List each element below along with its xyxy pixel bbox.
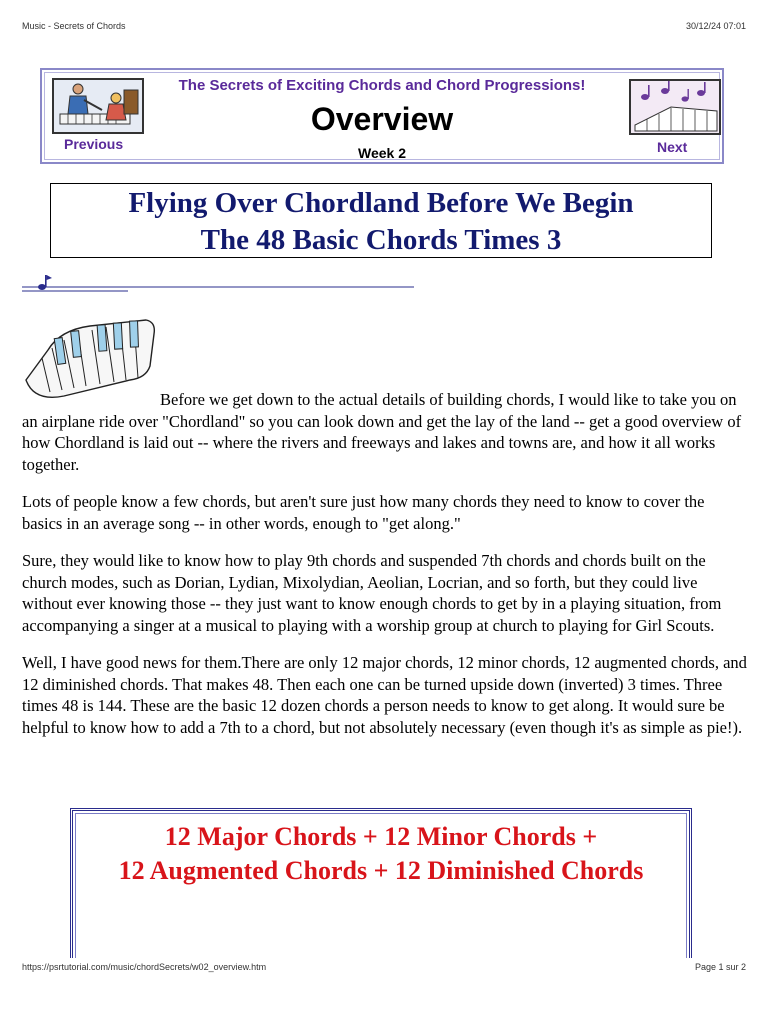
music-note-icon[interactable] (38, 275, 52, 290)
lesson-heading-line1: Flying Over Chordland Before We Begin (128, 187, 634, 219)
paragraph: Lots of people know a few chords, but aren't sure just how many chords they need to know to cover the basics in an average song -- in other words, enough to "get along." (22, 492, 705, 533)
print-footer (22, 962, 746, 972)
previous-link[interactable]: Previous (64, 136, 124, 152)
piano-music-notes-icon[interactable] (629, 79, 721, 135)
paragraph: Before we get down to the actual details of building chords, I would like to take you on an airplane ride over "Chordland" so you can look down and get the lay of the land -- get a good overview of how Chordland is laid out -- where the rivers and freeways and lakes and towns are, and how it all works together. (22, 390, 742, 474)
page-title: Overview (310, 101, 454, 137)
print-header (22, 21, 746, 31)
banner-inner-frame (44, 72, 720, 160)
chord-summary-line2: 12 Augmented Chords + 12 Diminished Chords (118, 856, 644, 885)
page-number: Page 1 sur 2 (694, 962, 746, 972)
chord-summary-box (70, 808, 692, 958)
paragraph: Well, I have good news for them.There are only 12 major chords, 12 minor chords, 12 augmented chords, and 12 diminished chords. That makes 48. Then each one can be turned upside down (inverted) 3 times. Three times 48 is 144. These are the basic 12 dozen chords a person needs to know to get along. It would sure be helpful to know how to add a 7th to a chord, but not absolutely necessary (even though it's as simple as pie!). (22, 653, 747, 737)
chord-summary-line1: 12 Major Chords + 12 Minor Chords + (164, 822, 598, 851)
lesson-heading-line2: The 48 Basic Chords Times 3 (200, 224, 562, 256)
lesson-banner (40, 68, 724, 164)
lesson-body (22, 389, 748, 754)
next-link[interactable]: Next (657, 139, 688, 155)
print-header-datetime: 30/12/24 07:01 (685, 21, 746, 31)
lesson-heading-box (50, 183, 712, 258)
audio-player[interactable] (22, 274, 414, 292)
print-header-title: Music - Secrets of Chords (22, 21, 126, 31)
course-subtitle: The Secrets of Exciting Chords and Chord Progressions! (178, 77, 586, 94)
teacher-student-piano-icon[interactable] (52, 78, 144, 134)
page-url: https://psrtutorial.com/music/chordSecrets/w02_overview.htm (22, 962, 267, 972)
week-label: Week 2 (358, 145, 406, 161)
paragraph: Sure, they would like to know how to play 9th chords and suspended 7th chords and chords built on the church modes, such as Dorian, Lydian, Mixolydian, Aeolian, Locrian, and so forth, but they could live without ever knowing those -- they just want to know enough chords to get by in a playing situation, from accompanying a singer at a musical to playing with a worship group at church to playing for Girl Scouts. (22, 551, 722, 635)
